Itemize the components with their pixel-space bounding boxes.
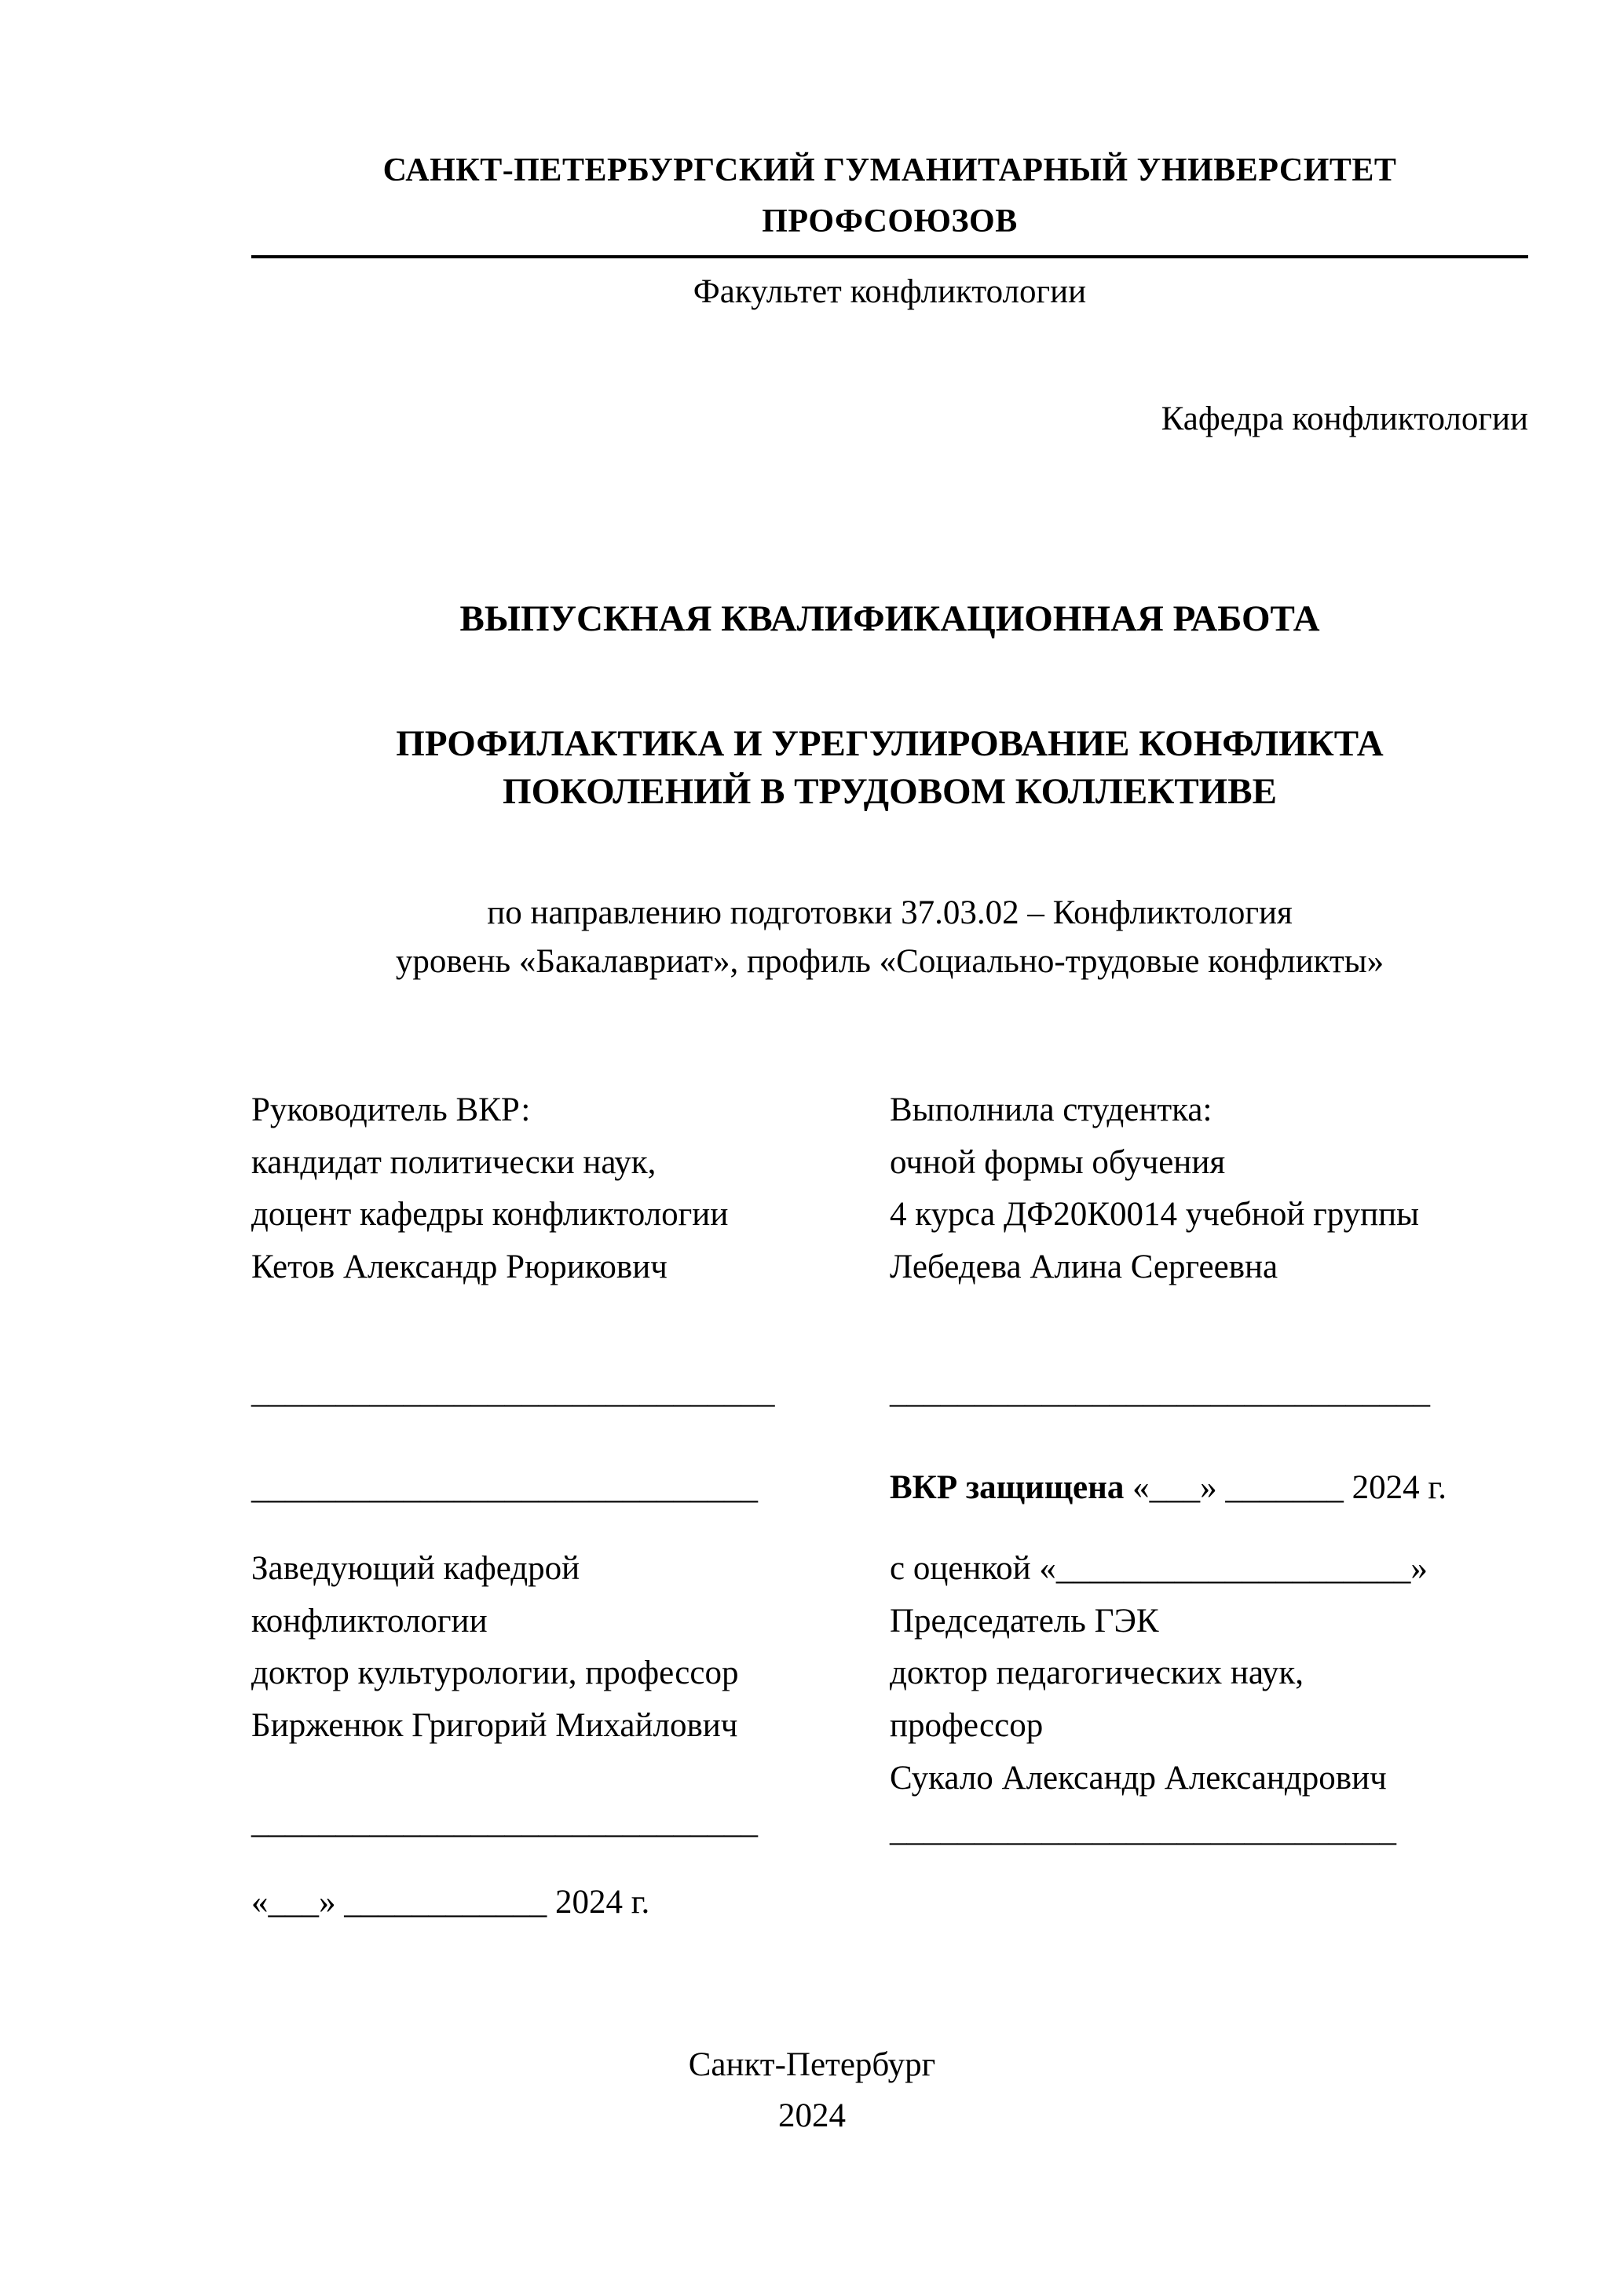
department-name: Кафедра конфликтологии: [1161, 400, 1528, 437]
thesis-title-line2: ПОКОЛЕНИЙ В ТРУДОВОМ КОЛЛЕКТИВЕ: [503, 771, 1277, 813]
supervisor-column: [251, 1084, 890, 1929]
grade-blank-line: с оценкой «_____________________»: [890, 1550, 1428, 1588]
chair-signature-blank: ______________________________: [890, 1812, 1396, 1849]
program-level: уровень «Бакалавриат», профиль «Социально-трудовые конфликты»: [395, 942, 1384, 980]
head-signature-blank: ______________________________: [251, 1803, 758, 1841]
defense-date-label: ВКР защищена: [890, 1469, 1125, 1507]
student-signature-blank: ________________________________: [890, 1373, 1430, 1410]
program-info: [251, 889, 1528, 987]
student-column: [890, 1084, 1528, 1929]
defense-date-blank: «___» _______ 2024 г.: [1132, 1469, 1447, 1507]
faculty-name: Факультет конфликтологии: [693, 273, 1087, 311]
supervisor-position: доцент кафедры конфликтологии: [251, 1196, 729, 1234]
supervisor-name: Кетов Александр Рюрикович: [251, 1249, 668, 1286]
head-label-line2: конфликтологии: [251, 1602, 488, 1640]
chair-position: профессор: [890, 1706, 1044, 1744]
chair-degree: доктор педагогических наук,: [890, 1654, 1304, 1692]
head-label-line1: Заведующий кафедрой: [251, 1550, 580, 1588]
student-group: 4 курса ДФ20К0014 учебной группы: [890, 1196, 1420, 1234]
student-form: очной формы обучения: [890, 1143, 1226, 1181]
supervisor-degree: кандидат политически наук,: [251, 1143, 657, 1181]
city: Санкт-Петербург: [688, 2046, 936, 2083]
footer: [0, 2040, 1624, 2141]
supervisor-label: Руководитель ВКР:: [251, 1091, 531, 1129]
head-name: Бирженюк Григорий Михайлович: [251, 1706, 738, 1744]
student-label: Выполнила студентка:: [890, 1091, 1213, 1129]
university-header: [251, 145, 1528, 258]
thesis-title-line1: ПРОФИЛАКТИКА И УРЕГУЛИРОВАНИЕ КОНФЛИКТА: [396, 723, 1384, 765]
supervisor-signature-blank-2: ______________________________: [251, 1469, 758, 1507]
university-name: САНКТ-ПЕТЕРБУРГСКИЙ ГУМАНИТАРНЫЙ УНИВЕРСИТЕТ ПРОФСОЮЗОВ: [382, 152, 1397, 240]
thesis-title: [251, 720, 1528, 816]
left-date-blank: «___» ____________ 2024 г.: [251, 1884, 650, 1921]
year: 2024: [778, 2097, 846, 2134]
student-name: Лебедева Алина Сергеевна: [890, 1249, 1278, 1286]
page-content: [251, 145, 1528, 2134]
chair-label: Председатель ГЭК: [890, 1602, 1159, 1640]
work-type-heading: ВЫПУСКНАЯ КВАЛИФИКАЦИОННАЯ РАБОТА: [459, 598, 1320, 640]
supervisor-signature-blank: _______________________________: [251, 1373, 775, 1410]
program-direction: по направлению подготовки 37.03.02 – Конфликтология: [487, 894, 1293, 931]
signature-columns: [251, 1084, 1528, 1929]
chair-name: Сукало Александр Александрович: [890, 1759, 1387, 1797]
head-degree: доктор культурологии, профессор: [251, 1654, 739, 1692]
defense-date-line: [890, 1462, 1528, 1515]
